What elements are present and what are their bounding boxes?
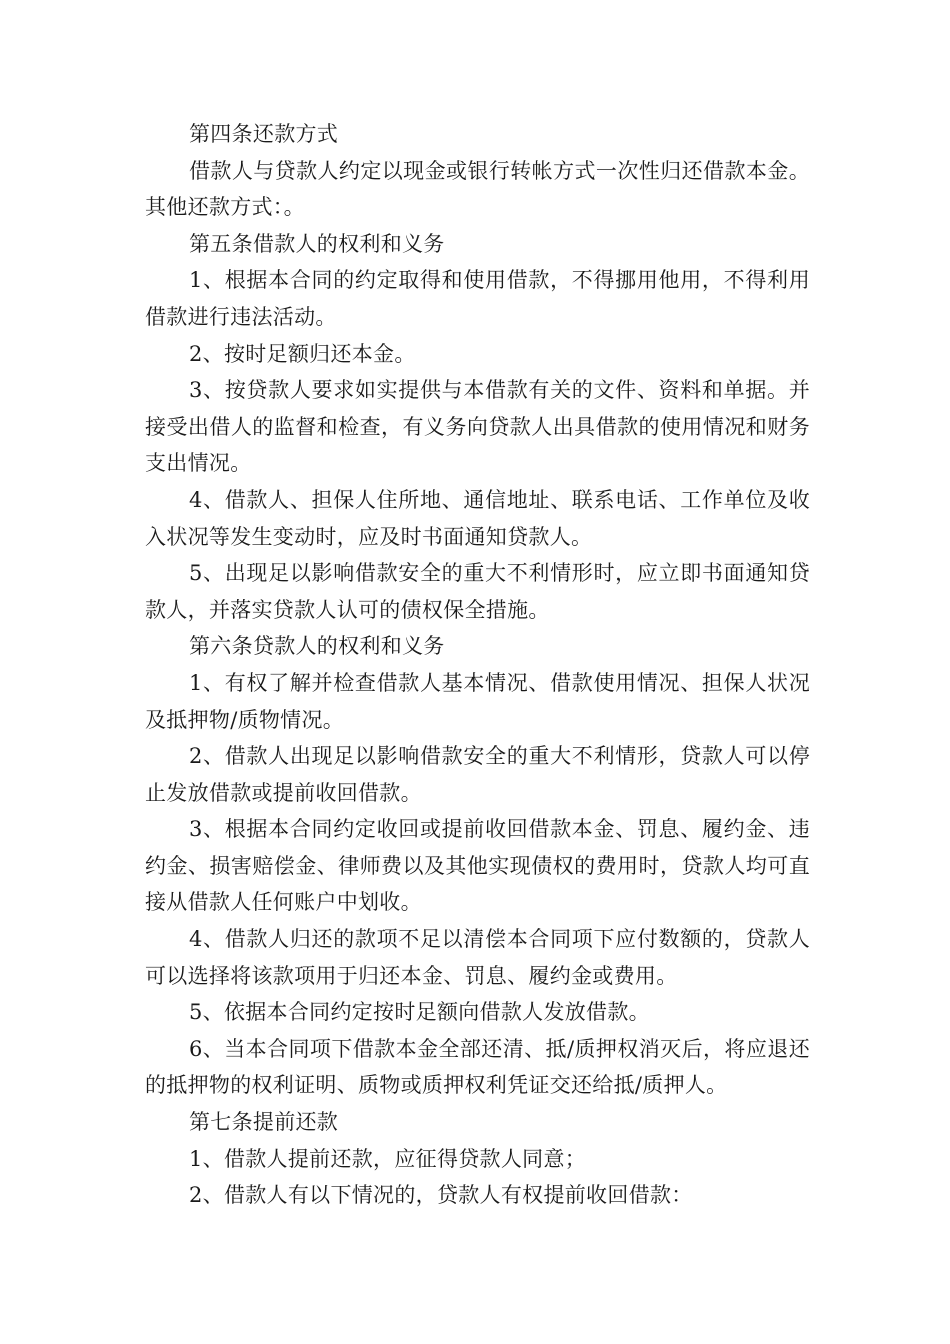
section-heading-article-6: 第六条贷款人的权利和义务 xyxy=(189,634,445,659)
lender-clause-2: 2、借款人出现足以影响借款安全的重大不利情形，贷款人可以停止发放借款或提前收回借款。 xyxy=(145,744,810,805)
lender-clause-3: 3、根据本合同约定收回或提前收回借款本金、罚息、履约金、违约金、损害赔偿金、律师费以及其他实现债权的费用时，贷款人均可直接从借款人任何账户中划收。 xyxy=(145,817,810,915)
section-heading-article-5: 第五条借款人的权利和义务 xyxy=(189,231,445,256)
lender-clause-6: 6、当本合同项下借款本金全部还清、抵/质押权消灭后，将应退还的抵押物的权利证明、质物或质押权利凭证交还给抵/质押人。 xyxy=(145,1036,810,1098)
section-heading-article-7: 第七条提前还款 xyxy=(189,1110,339,1135)
borrower-clause-1: 1、根据本合同的约定取得和使用借款，不得挪用他用，不得利用借款进行违法活动。 xyxy=(145,268,810,329)
lender-clause-4: 4、借款人归还的款项不足以清偿本合同项下应付数额的，贷款人可以选择将该款项用于归还本金、罚息、履约金或费用。 xyxy=(145,927,810,988)
paragraph-repayment-method: 借款人与贷款人约定以现金或银行转帐方式一次性归还借款本金。其他还款方式：。 xyxy=(145,158,810,220)
prepayment-clause-2: 2、借款人有以下情况的，贷款人有权提前收回借款： xyxy=(189,1183,693,1208)
prepayment-clause-1: 1、借款人提前还款，应征得贷款人同意； xyxy=(189,1146,587,1171)
document-body xyxy=(145,116,810,1214)
borrower-clause-2: 2、按时足额归还本金。 xyxy=(189,341,416,366)
borrower-clause-5: 5、出现足以影响借款安全的重大不利情形时，应立即书面通知贷款人，并落实贷款人认可的债权保全措施。 xyxy=(145,561,810,622)
section-heading-article-4: 第四条还款方式 xyxy=(189,122,339,146)
borrower-clause-4: 4、借款人、担保人住所地、通信地址、联系电话、工作单位及收入状况等发生变动时，应及时书面通知贷款人。 xyxy=(145,487,810,549)
lender-clause-5: 5、依据本合同约定按时足额向借款人发放借款。 xyxy=(189,1000,650,1025)
borrower-clause-3: 3、按贷款人要求如实提供与本借款有关的文件、资料和单据。并接受出借人的监督和检查，有义务向贷款人出具借款的使用情况和财务支出情况。 xyxy=(145,378,810,476)
lender-clause-1: 1、有权了解并检查借款人基本情况、借款使用情况、担保人状况及抵押物/质物情况。 xyxy=(145,670,810,732)
